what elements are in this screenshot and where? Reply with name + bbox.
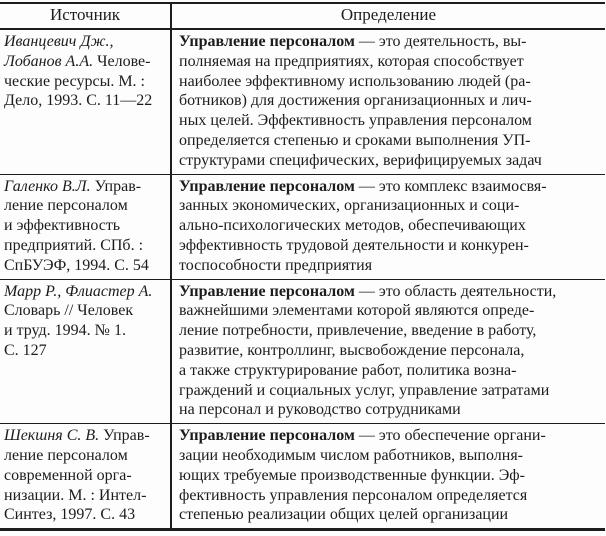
term-bold-text: Управление персоналом <box>179 282 355 300</box>
body-text: ботников) для достижения организационных и лич- <box>179 92 532 110</box>
text-line <box>179 72 603 92</box>
body-text: ление персоналом <box>4 197 128 215</box>
text-line <box>179 446 603 466</box>
source-cell <box>0 174 171 279</box>
body-text: граждений и социальных услуг, управление затратами <box>179 381 550 399</box>
text-line <box>179 32 603 52</box>
text-line <box>179 381 603 401</box>
term-bold-text: Управление персоналом <box>179 33 355 50</box>
text-line <box>4 196 168 216</box>
text-line <box>179 361 603 381</box>
body-text: наиболее эффективному использованию людей (ра- <box>179 72 531 90</box>
text-line <box>4 282 168 302</box>
text-line <box>179 400 603 420</box>
table-header-row <box>0 3 605 29</box>
definition-cell <box>171 279 605 424</box>
body-text: на персонал и руководство сотрудниками <box>179 401 461 419</box>
text-line <box>4 301 168 321</box>
body-text: фективность управления персоналом определяется <box>179 486 528 504</box>
body-text: ческие ресурсы. М. : <box>4 72 145 90</box>
text-line <box>179 151 603 171</box>
text-line <box>179 426 603 446</box>
body-text: — это комплекс взаимосвя- <box>354 177 547 195</box>
text-line <box>179 466 603 486</box>
text-line <box>4 236 168 256</box>
definition-cell <box>171 174 605 279</box>
body-text: ление персоналом <box>4 446 128 464</box>
table-row <box>0 174 605 279</box>
body-text: ных целей. Эффективность управления персоналом <box>179 112 532 130</box>
body-text: ющих требуемые производственные функции. Эф- <box>179 466 525 484</box>
text-line <box>4 91 168 111</box>
text-line <box>4 466 168 486</box>
body-text: занных экономических, организационных и соци- <box>179 197 520 215</box>
text-line <box>179 505 603 525</box>
text-line <box>4 72 168 92</box>
author-italic-text: Марр Р., Флиастер А. <box>4 282 153 300</box>
text-line <box>179 52 603 72</box>
body-text: степенью реализации общих целей организации <box>179 506 509 524</box>
body-text: Управ- <box>99 427 150 445</box>
body-text: определяется степенью и сроками выполнения УП- <box>179 131 531 149</box>
table-row <box>0 29 605 174</box>
body-text: Словарь // Человек <box>4 302 134 320</box>
source-cell <box>0 29 171 174</box>
table-row <box>0 424 605 530</box>
term-bold-text: Управление персоналом <box>179 427 355 445</box>
body-text: С. 127 <box>4 341 47 359</box>
text-line <box>179 341 603 361</box>
body-text: — это область деятельности, <box>354 282 557 300</box>
body-text: ление потребности, привлечение, введение в работу, <box>179 322 537 340</box>
text-line <box>179 131 603 151</box>
body-text: предприятий. СПб. : <box>4 236 144 254</box>
text-line <box>179 486 603 506</box>
definition-cell <box>171 29 605 174</box>
body-text: и эффективность <box>4 217 121 235</box>
body-text: СпБУЭФ, 1994. С. 54 <box>4 256 149 274</box>
author-italic-text: Галенко В.Л. <box>4 177 91 195</box>
author-italic-text: Шекшня С. В. <box>4 427 100 445</box>
text-line <box>4 341 168 361</box>
body-text: Управ- <box>90 177 142 195</box>
text-line <box>4 216 168 236</box>
table-body <box>0 29 605 530</box>
text-line <box>179 321 603 341</box>
text-line <box>4 256 168 276</box>
source-cell <box>0 424 171 530</box>
text-line <box>179 196 603 216</box>
text-line <box>4 321 168 341</box>
text-line <box>179 111 603 131</box>
text-line <box>179 177 603 197</box>
text-line <box>4 486 168 506</box>
source-cell <box>0 279 171 424</box>
column-header-source: Источник <box>0 3 171 29</box>
body-text: Челове- <box>93 52 151 70</box>
body-text: современной орга- <box>4 466 132 484</box>
text-line <box>4 177 168 197</box>
text-line <box>4 32 168 52</box>
column-header-definition: Определение <box>171 3 605 29</box>
author-italic-text: Иванцевич Дж., <box>4 33 114 50</box>
author-italic-text: Лобанов А.А. <box>4 52 94 70</box>
text-line <box>179 282 603 302</box>
body-text: — это обеспечение органи- <box>354 427 546 445</box>
body-text: и труд. 1994. № 1. <box>4 322 126 340</box>
body-text: Дело, 1993. С. 11—22 <box>4 92 153 110</box>
text-line <box>4 52 168 72</box>
text-line <box>4 426 168 446</box>
text-line <box>179 301 603 321</box>
body-text: низации. М. : Интел- <box>4 486 147 504</box>
text-line <box>179 91 603 111</box>
body-text: полняемая на предприятиях, которая способствует <box>179 52 524 70</box>
term-bold-text: Управление персоналом <box>179 177 355 195</box>
text-line <box>179 236 603 256</box>
body-text: эффективность трудовой деятельности и конкурен- <box>179 236 529 254</box>
body-text: развитие, контроллинг, высвобождение персонала, <box>179 341 525 359</box>
definition-cell <box>171 424 605 530</box>
body-text: Синтез, 1997. С. 43 <box>4 506 136 524</box>
body-text: — это деятельность, вы- <box>354 33 527 50</box>
text-line <box>179 256 603 276</box>
body-text: зации необходимым числом работников, выполня- <box>179 446 524 464</box>
body-text: важнейшими элементами которой являются опреде- <box>179 302 535 320</box>
body-text: тоспособности предприятия <box>179 256 373 274</box>
body-text: ально-психологических методов, обеспечивающих <box>179 217 526 235</box>
table-row <box>0 279 605 424</box>
text-line <box>4 446 168 466</box>
text-line <box>4 505 168 525</box>
body-text: структурами специфических, верифицируемых задач <box>179 151 542 169</box>
definitions-table <box>0 2 605 531</box>
text-line <box>179 216 603 236</box>
body-text: а также структурирование работ, политика возна- <box>179 361 517 379</box>
